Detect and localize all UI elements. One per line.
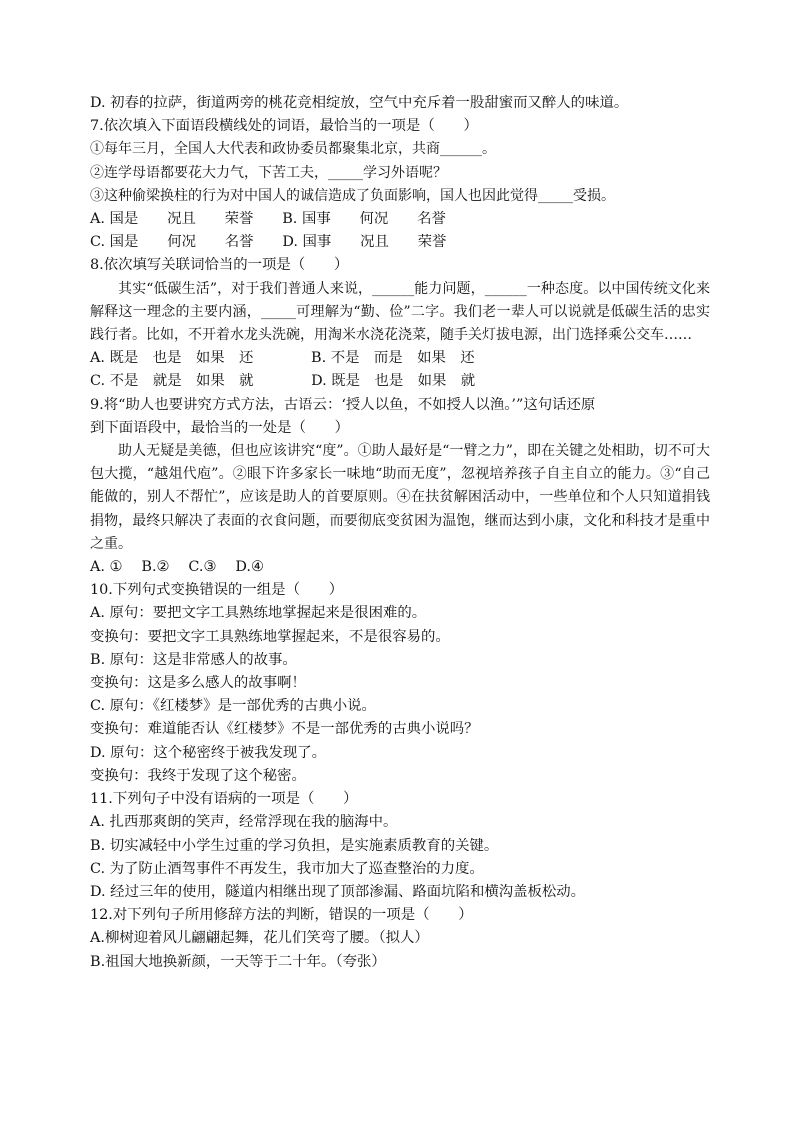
q9-stem-2: 到下面语段中，最恰当的一处是（ ） xyxy=(90,419,350,436)
q6-option-d: D. 初春的拉萨，街道两旁的桃花竞相绽放，空气中充斥着一股甜蜜而又醉人的味道。 xyxy=(90,95,629,111)
q10-b-original: B. 原句：这是非常感人的故事。 xyxy=(90,651,297,668)
q10-c-transformed: 变换句：难道能否认《红楼梦》不是一部优秀的古典小说吗？ xyxy=(90,721,479,738)
q12-stem: 12.对下列句子所用修辞方法的判断，错误的一项是（ ） xyxy=(90,907,473,924)
q12-option-a: A.柳树迎着风儿翩翩起舞，花儿们笑弯了腰。（拟人） xyxy=(90,930,429,947)
q9-passage: 助人无疑是美德，但也应该讲究“度”。①助人最好是“一臂之力”，即在关键之处相助，切不可大包大揽，“越俎代庖”。②眼下许多家长一味地“助而无度”，忽视培养孩子自主自立的能力。③“自己能做的，别人不帮忙”，应该是助人的首要原则。④在扶贫解困活动中，一些单位和个人只知道捐钱捐物，最终只解决了表面的衣食问题，而要彻底变贫困为温饱，继而达到小康，文化和科技才是重中之重。 xyxy=(90,443,710,552)
exam-page xyxy=(90,92,710,974)
q10-d-transformed: 变换句：我终于发现了这个秘密。 xyxy=(90,767,306,784)
q7-stem: 7.依次填入下面语段横线处的词语，最恰当的一项是（ ） xyxy=(90,118,478,135)
q10-a-original: A. 原句：要把文字工具熟练地掌握起来是很困难的。 xyxy=(90,605,427,622)
q8-options-ab: A. 既是 也是 如果 还 B. 不是 而是 如果 还 xyxy=(90,350,475,367)
q11-option-b: B. 切实减轻中小学生过重的学习负担，是实施素质教育的关键。 xyxy=(90,837,499,854)
q7-sentence-2: ②连学母语都要花大力气，下苦工夫，_____学习外语呢？ xyxy=(90,164,447,181)
q7-sentence-3: ③这种偷梁换柱的行为对中国人的诚信造成了负面影响，国人也因此觉得_____受损。 xyxy=(90,187,615,204)
q10-c-original: C. 原句：《红楼梦》是一部优秀的古典小说。 xyxy=(90,698,376,715)
q11-stem: 11.下列句子中没有语病的一项是（ ） xyxy=(90,791,358,808)
q9-stem-1: 9.将“助人也要讲究方式方法，古语云：‘授人以鱼，不如授人以渔。’”这句话还原 xyxy=(90,396,596,413)
q11-option-a: A. 扎西那爽朗的笑声，经常浮现在我的脑海中。 xyxy=(90,814,398,831)
q7-options-cd: C. 国是 何况 名誉 D. 国事 况且 荣誉 xyxy=(90,234,447,251)
q10-b-transformed: 变换句：这是多么感人的故事啊！ xyxy=(90,675,306,692)
q10-stem: 10.下列句式变换错误的一组是（ ） xyxy=(90,582,344,599)
q8-options-cd: C. 不是 就是 如果 就 D. 既是 也是 如果 就 xyxy=(90,373,476,390)
q11-option-c: C. 为了防止酒驾事件不再发生，我市加大了巡查整治的力度。 xyxy=(90,860,484,877)
q7-options-ab: A. 国是 况且 荣誉 B. 国事 何况 名誉 xyxy=(90,211,446,228)
q11-option-d: D. 经过三年的使用，隧道内相继出现了顶部渗漏、路面坑陷和横沟盖板松动。 xyxy=(90,883,586,900)
q10-d-original: D. 原句：这个秘密终于被我发现了。 xyxy=(90,744,327,761)
q10-a-transformed: 变换句：要把文字工具熟练地掌握起来，不是很容易的。 xyxy=(90,628,450,645)
q12-option-b: B.祖国大地换新颜，一天等于二十年。（夸张） xyxy=(90,953,386,970)
q8-stem: 8.依次填写关联词恰当的一项是（ ） xyxy=(90,257,349,274)
q7-sentence-1: ①每年三月，全国人大代表和政协委员都聚集北京，共商______。 xyxy=(90,141,496,158)
q9-options: A. ① B.② C.③ D.④ xyxy=(90,559,264,576)
q8-passage: 其实“低碳生活”，对于我们普通人来说，______能力问题，______一种态度。以中国传统文化来解释这一理念的主要内涵，_____可理解为“勤、俭”二字。我们老一辈人可以说就是低碳生活的忠实践行者。比如，不开着水龙头洗碗，用淘米水浇花浇菜，随手关灯拔电源，出门选择乘公交车…… xyxy=(90,280,710,344)
